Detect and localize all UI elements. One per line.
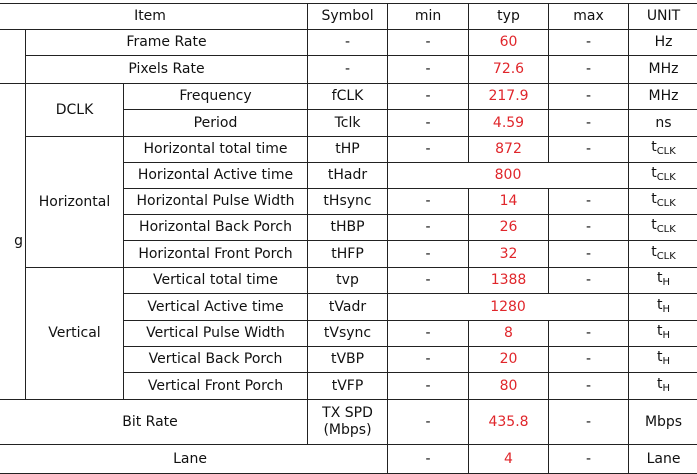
min-cell: - bbox=[388, 347, 469, 373]
typ-cell: 4.59 bbox=[469, 110, 549, 137]
max-cell: - bbox=[549, 215, 629, 241]
symbol-cell: tVFP bbox=[308, 373, 388, 400]
symbol-cell: tHsync bbox=[308, 189, 388, 215]
item-cell: Vertical Pulse Width bbox=[124, 321, 308, 347]
header-item: Item bbox=[0, 4, 308, 30]
unit-cell: $t_H$ bbox=[629, 347, 697, 373]
item-cell: Lane bbox=[0, 445, 388, 474]
unit-cell: Hz bbox=[629, 30, 697, 56]
item-cell: Frequency bbox=[124, 84, 308, 110]
typ-cell: 1388 bbox=[469, 268, 549, 294]
item-cell: Bit Rate bbox=[0, 400, 308, 445]
max-cell: - bbox=[549, 373, 629, 400]
max-cell: - bbox=[549, 56, 629, 84]
min-cell: - bbox=[388, 373, 469, 400]
typ-cell: 872 bbox=[469, 137, 549, 163]
typ-cell: 32 bbox=[469, 241, 549, 268]
max-cell: - bbox=[549, 321, 629, 347]
header-typ: typ bbox=[469, 4, 549, 30]
table-row bbox=[0, 30, 697, 56]
table-row bbox=[0, 84, 697, 110]
typ-cell: 217.9 bbox=[469, 84, 549, 110]
header-unit: UNIT bbox=[629, 4, 697, 30]
table-row bbox=[0, 400, 697, 445]
unit-cell: $t_H$ bbox=[629, 294, 697, 321]
max-cell: - bbox=[549, 30, 629, 56]
min-cell: - bbox=[388, 30, 469, 56]
typ-cell: 4 bbox=[469, 445, 549, 474]
symbol-cell: - bbox=[308, 56, 388, 84]
item-cell: Vertical Active time bbox=[124, 294, 308, 321]
header-symbol: Symbol bbox=[308, 4, 388, 30]
item-cell: Horizontal Back Porch bbox=[124, 215, 308, 241]
unit-cell: ns bbox=[629, 110, 697, 137]
max-cell: - bbox=[549, 189, 629, 215]
spec-table-container bbox=[0, 3, 697, 474]
item-cell: Horizontal Active time bbox=[124, 163, 308, 189]
max-cell: - bbox=[549, 268, 629, 294]
item-cell: Horizontal total time bbox=[124, 137, 308, 163]
unit-cell: $t_{CLK}$ bbox=[629, 189, 697, 215]
symbol-cell: fCLK bbox=[308, 84, 388, 110]
group-horizontal: Horizontal bbox=[26, 137, 124, 268]
typ-cell: 1280 bbox=[388, 294, 629, 321]
min-cell: - bbox=[388, 215, 469, 241]
typ-cell: 20 bbox=[469, 347, 549, 373]
unit-cell: Mbps bbox=[629, 400, 697, 445]
typ-cell: 72.6 bbox=[469, 56, 549, 84]
unit-cell: $t_H$ bbox=[629, 321, 697, 347]
max-cell: - bbox=[549, 347, 629, 373]
max-cell: - bbox=[549, 400, 629, 445]
unit-cell: $t_{CLK}$ bbox=[629, 215, 697, 241]
typ-cell: 8 bbox=[469, 321, 549, 347]
unit-cell: MHz bbox=[629, 56, 697, 84]
min-cell: - bbox=[388, 268, 469, 294]
item-cell: Period bbox=[124, 110, 308, 137]
max-cell: - bbox=[549, 110, 629, 137]
typ-cell: 435.8 bbox=[469, 400, 549, 445]
unit-cell: $t_H$ bbox=[629, 373, 697, 400]
symbol-cell: tHadr bbox=[308, 163, 388, 189]
item-cell: Vertical Back Porch bbox=[124, 347, 308, 373]
min-cell: - bbox=[388, 84, 469, 110]
typ-cell: 14 bbox=[469, 189, 549, 215]
symbol-cell: - bbox=[308, 30, 388, 56]
unit-cell: $t_{CLK}$ bbox=[629, 241, 697, 268]
max-cell: - bbox=[549, 84, 629, 110]
item-cell: Pixels Rate bbox=[26, 56, 308, 84]
max-cell: - bbox=[549, 137, 629, 163]
unit-cell: $t_{CLK}$ bbox=[629, 163, 697, 189]
item-cell: Vertical total time bbox=[124, 268, 308, 294]
group-dclk: DCLK bbox=[26, 84, 124, 137]
group-vertical: Vertical bbox=[26, 268, 124, 400]
unit-cell: MHz bbox=[629, 84, 697, 110]
table-row bbox=[0, 56, 697, 84]
symbol-cell: tvp bbox=[308, 268, 388, 294]
symbol-cell: Tclk bbox=[308, 110, 388, 137]
item-cell: Horizontal Pulse Width bbox=[124, 189, 308, 215]
unit-cell: $t_H$ bbox=[629, 268, 697, 294]
min-cell: - bbox=[388, 445, 469, 474]
min-cell: - bbox=[388, 56, 469, 84]
symbol-cell: tVsync bbox=[308, 321, 388, 347]
symbol-cell: tHFP bbox=[308, 241, 388, 268]
timing-spec-table bbox=[0, 3, 697, 474]
min-cell: - bbox=[388, 400, 469, 445]
table-header-row bbox=[0, 4, 697, 30]
max-cell: - bbox=[549, 445, 629, 474]
typ-cell: 60 bbox=[469, 30, 549, 56]
symbol-cell: tVadr bbox=[308, 294, 388, 321]
typ-cell: 26 bbox=[469, 215, 549, 241]
max-cell: - bbox=[549, 241, 629, 268]
symbol-cell: tHBP bbox=[308, 215, 388, 241]
header-max: max bbox=[549, 4, 629, 30]
symbol-cell: TX SPD (Mbps) bbox=[308, 400, 388, 445]
unit-cell: $t_{CLK}$ bbox=[629, 137, 697, 163]
table-row bbox=[0, 137, 697, 163]
table-row bbox=[0, 268, 697, 294]
item-cell: Frame Rate bbox=[26, 30, 308, 56]
min-cell: - bbox=[388, 241, 469, 268]
table-row bbox=[0, 445, 697, 474]
min-cell: - bbox=[388, 321, 469, 347]
group-b-label: g bbox=[0, 84, 26, 400]
group-a-label bbox=[0, 30, 26, 84]
symbol-cell: tHP bbox=[308, 137, 388, 163]
typ-cell: 800 bbox=[388, 163, 629, 189]
min-cell: - bbox=[388, 110, 469, 137]
typ-cell: 80 bbox=[469, 373, 549, 400]
min-cell: - bbox=[388, 137, 469, 163]
item-cell: Vertical Front Porch bbox=[124, 373, 308, 400]
header-min: min bbox=[388, 4, 469, 30]
item-cell: Horizontal Front Porch bbox=[124, 241, 308, 268]
min-cell: - bbox=[388, 189, 469, 215]
symbol-cell: tVBP bbox=[308, 347, 388, 373]
unit-cell: Lane bbox=[629, 445, 697, 474]
